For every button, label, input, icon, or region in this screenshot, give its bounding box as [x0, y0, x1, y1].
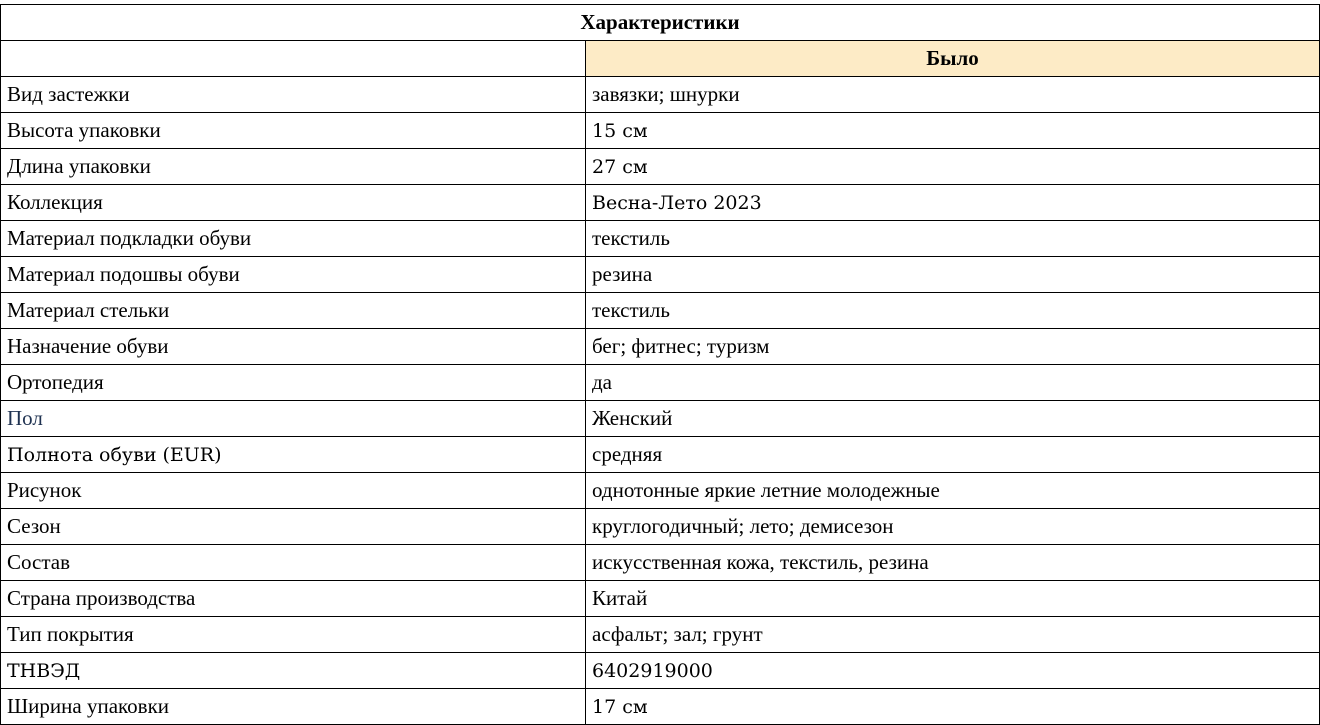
spreadsheet: [0, 4, 1320, 725]
row-value[interactable]: завязки; шнурки: [586, 77, 1320, 113]
row-label[interactable]: Назначение обуви: [1, 329, 586, 365]
row-label[interactable]: Страна производства: [1, 581, 586, 617]
row-label[interactable]: Полнота обуви (EUR): [1, 437, 586, 473]
table-row: [1, 581, 1320, 617]
table-row: [1, 77, 1320, 113]
row-label[interactable]: Коллекция: [1, 185, 586, 221]
title-row: [1, 5, 1320, 41]
row-value[interactable]: Китай: [586, 581, 1320, 617]
row-label[interactable]: Высота упаковки: [1, 113, 586, 149]
row-label[interactable]: ТНВЭД: [1, 653, 586, 689]
row-label[interactable]: Пол: [1, 401, 586, 437]
column-header-row: [1, 41, 1320, 77]
row-value[interactable]: резина: [586, 257, 1320, 293]
row-value[interactable]: бег; фитнес; туризм: [586, 329, 1320, 365]
row-label[interactable]: Ширина упаковки: [1, 689, 586, 725]
row-value[interactable]: круглогодичный; лето; демисезон: [586, 509, 1320, 545]
row-label[interactable]: Материал стельки: [1, 293, 586, 329]
row-value[interactable]: текстиль: [586, 221, 1320, 257]
row-value[interactable]: Весна-Лето 2023: [586, 185, 1320, 221]
row-label[interactable]: Вид застежки: [1, 77, 586, 113]
row-label[interactable]: Ортопедия: [1, 365, 586, 401]
characteristics-table: [0, 4, 1320, 725]
table-row: [1, 473, 1320, 509]
row-label[interactable]: Сезон: [1, 509, 586, 545]
row-label[interactable]: Рисунок: [1, 473, 586, 509]
row-value[interactable]: да: [586, 365, 1320, 401]
row-value[interactable]: 15 см: [586, 113, 1320, 149]
table-row: [1, 113, 1320, 149]
row-value[interactable]: Женский: [586, 401, 1320, 437]
row-value[interactable]: текстиль: [586, 293, 1320, 329]
table-row: [1, 257, 1320, 293]
row-value[interactable]: средняя: [586, 437, 1320, 473]
table-row: [1, 437, 1320, 473]
column-header-was[interactable]: Было: [586, 41, 1320, 77]
table-row: [1, 617, 1320, 653]
table-row: [1, 185, 1320, 221]
row-value[interactable]: 17 см: [586, 689, 1320, 725]
row-value[interactable]: 27 см: [586, 149, 1320, 185]
table-row: [1, 293, 1320, 329]
row-value[interactable]: 6402919000: [586, 653, 1320, 689]
row-label[interactable]: Материал подкладки обуви: [1, 221, 586, 257]
table-row: [1, 221, 1320, 257]
row-label[interactable]: Материал подошвы обуви: [1, 257, 586, 293]
row-value[interactable]: искусственная кожа, текстиль, резина: [586, 545, 1320, 581]
row-label[interactable]: Состав: [1, 545, 586, 581]
row-label[interactable]: Тип покрытия: [1, 617, 586, 653]
table-row: [1, 401, 1320, 437]
table-row: [1, 365, 1320, 401]
table-row: [1, 149, 1320, 185]
row-label[interactable]: Длина упаковки: [1, 149, 586, 185]
table-row: [1, 545, 1320, 581]
table-title[interactable]: Характеристики: [1, 5, 1320, 41]
row-value[interactable]: однотонные яркие летние молодежные: [586, 473, 1320, 509]
empty-header-cell[interactable]: [1, 41, 586, 77]
table-row: [1, 509, 1320, 545]
row-value[interactable]: асфальт; зал; грунт: [586, 617, 1320, 653]
table-row: [1, 689, 1320, 725]
table-row: [1, 329, 1320, 365]
table-row: [1, 653, 1320, 689]
